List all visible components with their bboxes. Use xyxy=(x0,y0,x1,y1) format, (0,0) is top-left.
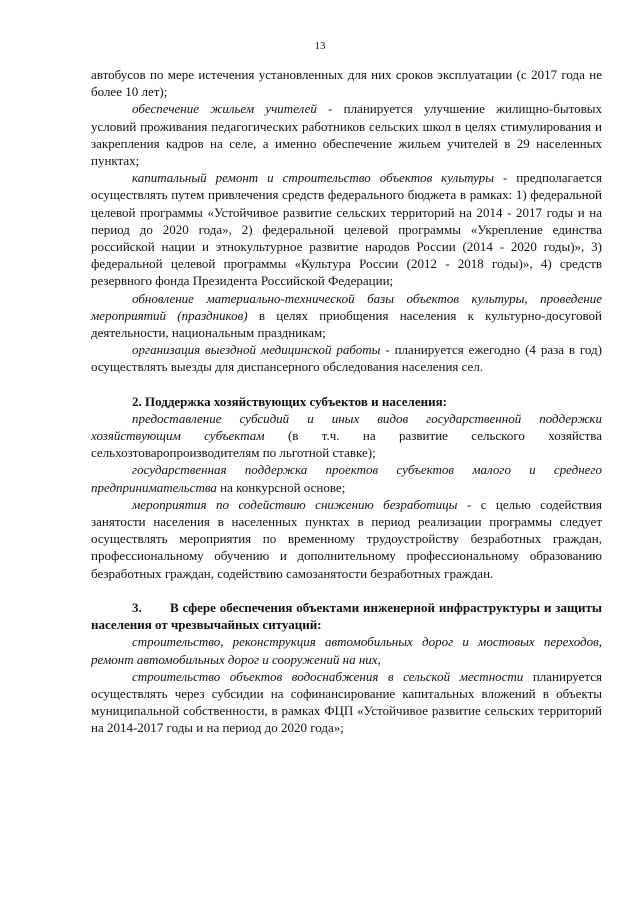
paragraph-text: автобусов по мере истечения установленных для них сроков эксплуатации (с 2017 года не более 10 лет); xyxy=(91,67,602,100)
paragraph-text: - планируется улучшение жилищно-бытовых условий проживания педагогических работников сельских школ в целях стимулирования и закрепления кадров на селе, а именно обеспечение жильем учителей в 29 населенных пунктах; xyxy=(91,101,602,169)
document-body xyxy=(91,66,602,737)
section-3-title: В сфере обеспечения объектами инженерной инфраструктуры и защиты населения от чрезвычайных ситуаций: xyxy=(91,599,602,633)
paragraph-buses xyxy=(91,66,602,100)
paragraph-emphasis: строительство объектов водоснабжения в сельской местности xyxy=(132,668,524,684)
paragraph-text: планируется осуществлять через субсидии на софинансирование капитальных вложений в объекты муниципальной собственности, в рамках ФЦП «Устойчивое развитие сельских территорий на 2014-2017 годы и на период до 2020 года»; xyxy=(91,668,602,736)
paragraph-emphasis: мероприятия по содействию снижению безработицы xyxy=(132,496,458,512)
paragraph-text: - планируется ежегодно (4 раза в год) осуществлять выезды для диспансерного обследования населения сел. xyxy=(91,342,603,375)
section-3-heading xyxy=(91,599,602,633)
section-3-number: 3. xyxy=(132,599,142,615)
paragraph-medical-trips xyxy=(91,341,602,375)
section-spacer xyxy=(91,376,602,393)
paragraph-emphasis: строительство, реконструкция автомобильных дорог и мостовых переходов, ремонт автомобильных дорог и сооружений на них, xyxy=(91,634,602,667)
paragraph-emphasis: предоставление субсидий и иных видов государственной поддержки хозяйствующим субъектам xyxy=(91,410,602,444)
paragraph-roads xyxy=(91,633,602,667)
paragraph-small-business xyxy=(91,461,602,495)
paragraph-text: - с целью содействия занятости населения в населенных пунктах в период реализации программы следует осуществлять мероприятия по временному трудоустройству безработных граждан, профессиональному обучению и дополнительному профессиональному образованию безработных граждан, содействию самозанятости безработных граждан. xyxy=(91,496,602,581)
paragraph-unemployment xyxy=(91,496,602,582)
page-number: 13 xyxy=(314,40,326,52)
paragraph-emphasis: государственная поддержка проектов субъектов малого и среднего предпринимательства xyxy=(91,462,602,495)
paragraph-text: в целях приобщения населения к культурно-досуговой деятельности, национальным праздникам; xyxy=(91,307,602,341)
paragraph-text: на конкурсной основе; xyxy=(216,479,346,495)
paragraph-water-supply xyxy=(91,668,602,737)
paragraph-material-base xyxy=(91,290,602,342)
paragraph-emphasis: капитальный ремонт и строительство объектов культуры xyxy=(132,170,495,186)
section-spacer xyxy=(91,582,602,599)
paragraph-subsidies xyxy=(91,410,602,462)
paragraph-emphasis: организация выездной медицинской работы xyxy=(132,342,381,358)
paragraph-text: (в т.ч. на развитие сельского хозяйства сельхозтоваропроизводителям по льготной ставке); xyxy=(91,428,602,461)
paragraph-teacher-housing xyxy=(91,100,602,169)
section-2-heading: 2. Поддержка хозяйствующих субъектов и населения: xyxy=(132,393,447,409)
paragraph-text: - предполагается осуществлять путем привлечения средств федерального бюджета в рамках: 1) федеральной целевой программы «Устойчивое развитие сельских территорий на 2014 - 2017 годы и на период до 2020 года», 2) федеральной целевой программы «Укрепление единства российской нации и этнокультурное развитие народов России (2014 - 2020 годы)», 3) федеральной целевой программы «Культура России (2012 - 2018 годы)», 4) средств резервного фонда Президента Российской Федерации; xyxy=(91,170,602,289)
paragraph-culture-construction xyxy=(91,169,602,289)
paragraph-emphasis: обновление материально-технической базы объектов культуры, проведение мероприятий (праздников) xyxy=(91,290,602,323)
paragraph-emphasis: обеспечение жильем учителей xyxy=(132,101,317,117)
